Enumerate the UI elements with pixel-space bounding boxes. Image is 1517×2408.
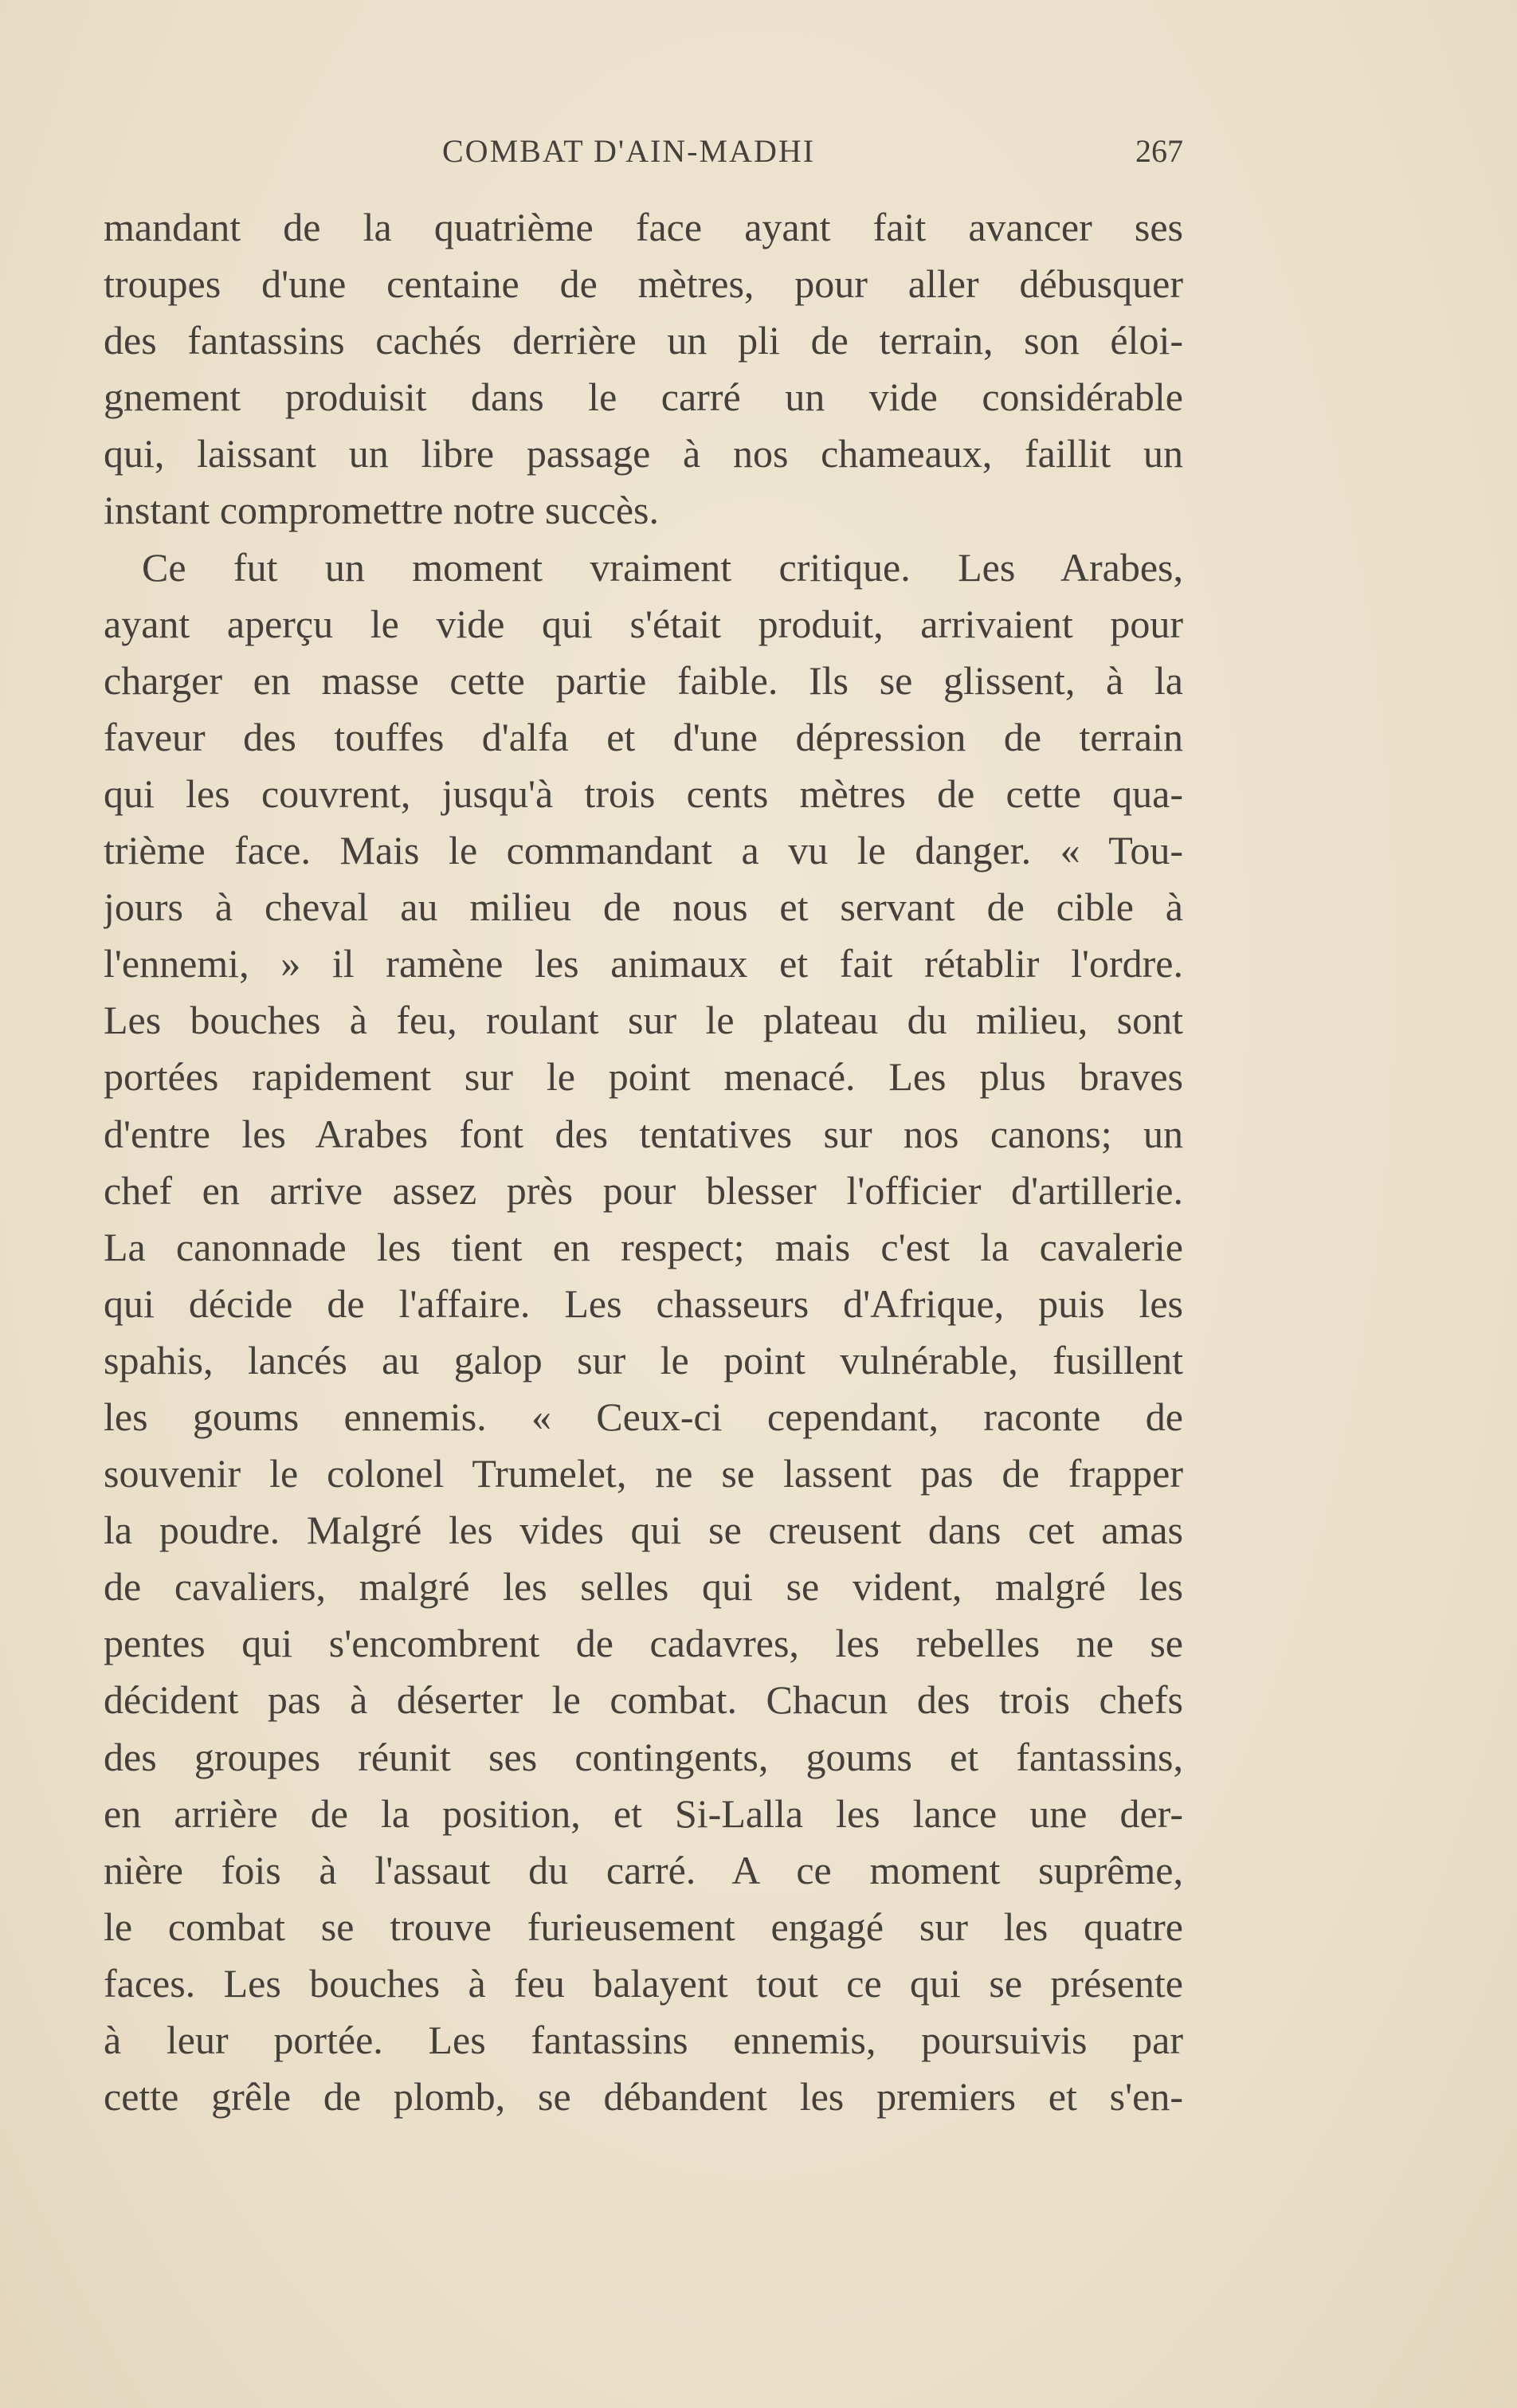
running-title: COMBAT D'AIN-MADHI xyxy=(442,133,816,169)
text-line: les goums ennemis. « Ceux-ci cependant, raconte de xyxy=(104,1394,1183,1439)
text-line: nière fois à l'assaut du carré. A ce moment suprême, xyxy=(104,1847,1183,1892)
paragraph-first-line: Ce fut un moment vraiment critique. Les Arabes, xyxy=(142,544,1183,590)
text-line: la poudre. Malgré les vides qui se creusent dans cet amas xyxy=(104,1508,1183,1553)
text-line: portées rapidement sur le point menacé. Les plus braves xyxy=(104,1054,1183,1100)
text-line: qui, laissant un libre passage à nos chameaux, faillit un xyxy=(104,431,1183,477)
text-line: pentes qui s'encombrent de cadavres, les rebelles ne se xyxy=(104,1621,1183,1666)
text-line: spahis, lancés au galop sur le point vulnérable, fusillent xyxy=(104,1337,1183,1382)
text-line: mandant de la quatrième face ayant fait avancer ses xyxy=(104,205,1183,249)
text-line: décident pas à déserter le combat. Chacun des trois chefs xyxy=(104,1677,1183,1723)
text-line: à leur portée. Les fantassins ennemis, poursuivis par xyxy=(104,2018,1183,2062)
text-line: le combat se trouve furieusement engagé sur les quatre xyxy=(104,1904,1183,1949)
text-line: des groupes réunit ses contingents, goums et fantassins, xyxy=(104,1734,1183,1779)
text-line: l'ennemi, » il ramène les animaux et fait rétablir l'ordre. xyxy=(104,941,1183,986)
text-line: trième face. Mais le commandant a vu le danger. « Tou- xyxy=(104,828,1183,873)
text-line: en arrière de la position, et Si-Lalla les lance une der- xyxy=(104,1790,1183,1836)
text-line: ayant aperçu le vide qui s'était produit, arrivaient pour xyxy=(104,601,1183,646)
text-line: faveur des touffes d'alfa et d'une dépression de terrain xyxy=(104,714,1183,759)
running-head xyxy=(104,127,1183,175)
text-line: jours à cheval au milieu de nous et servant de cible à xyxy=(104,884,1183,930)
text-line: souvenir le colonel Trumelet, ne se lassent pas de frapper xyxy=(104,1451,1183,1496)
text-line: de cavaliers, malgré les selles qui se vident, malgré les xyxy=(104,1564,1183,1610)
text-line: gnement produisit dans le carré un vide considérable xyxy=(104,375,1183,420)
text-line: qui les couvrent, jusqu'à trois cents mètres de cette qua- xyxy=(104,771,1183,816)
text-line: cette grêle de plomb, se débandent les premiers et s'en- xyxy=(104,2074,1183,2120)
text-line: charger en masse cette partie faible. Ils se glissent, à la xyxy=(104,657,1183,703)
text-line: qui décide de l'affaire. Les chasseurs d'Afrique, puis les xyxy=(104,1280,1183,1326)
text-line: des fantassins cachés derrière un pli de terrain, son éloi- xyxy=(104,318,1183,363)
text-line: Les bouches à feu, roulant sur le plateau du milieu, sont xyxy=(104,998,1183,1043)
text-line: d'entre les Arabes font des tentatives sur nos canons; un xyxy=(104,1111,1183,1156)
body-text xyxy=(104,199,1183,2125)
text-line: faces. Les bouches à feu balayent tout ce qui se présente xyxy=(104,1960,1183,2006)
text-line: chef en arrive assez près pour blesser l'officier d'artillerie. xyxy=(104,1167,1183,1213)
text-line: troupes d'une centaine de mètres, pour aller débusquer xyxy=(104,261,1183,307)
text-line: La canonnade les tient en respect; mais c'est la cavalerie xyxy=(104,1224,1183,1269)
page-number: 267 xyxy=(1135,133,1183,169)
text-line: instant compromettre notre succès. xyxy=(104,488,659,533)
